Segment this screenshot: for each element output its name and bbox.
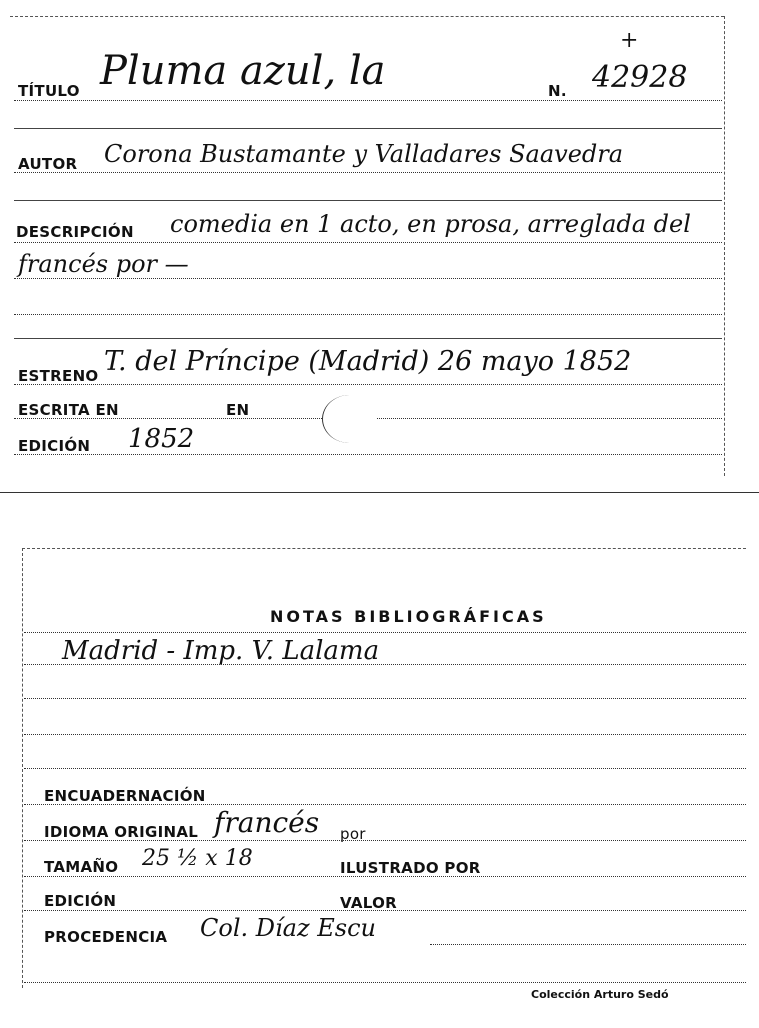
idioma-rule	[24, 840, 746, 841]
estreno-label: ESTRENO	[18, 367, 99, 385]
catalog-card-back	[0, 540, 759, 1028]
procedencia-rule	[430, 944, 746, 945]
back-card-left-edge	[22, 548, 23, 988]
procedencia-value: Col. Díaz Escu	[200, 914, 376, 942]
cross-mark: +	[620, 28, 639, 53]
notas-rule-4	[24, 768, 746, 769]
punch-hole	[322, 395, 377, 443]
escrita-en-label: ESCRITA EN	[18, 401, 119, 419]
titulo-label: TÍTULO	[18, 82, 80, 100]
divider-3	[14, 338, 722, 339]
procedencia-label: PROCEDENCIA	[44, 928, 168, 946]
titulo-rule	[14, 100, 722, 101]
divider-2	[14, 200, 722, 201]
numero-value: 42928	[592, 60, 688, 95]
en-label: EN	[226, 401, 250, 419]
back-card-top-edge	[22, 548, 746, 549]
notas-heading: NOTAS BIBLIOGRÁFICAS	[270, 607, 547, 626]
autor-label: AUTOR	[18, 155, 78, 173]
descripcion-rule-2	[14, 278, 722, 279]
idioma-original-label: IDIOMA ORIGINAL	[44, 823, 199, 841]
idioma-original-value: francés	[214, 806, 320, 839]
notas-rule-3	[24, 734, 746, 735]
autor-value: Corona Bustamante y Valladares Saavedra	[104, 140, 624, 168]
tamano-rule	[24, 876, 746, 877]
por-label: por	[340, 825, 366, 843]
card-right-edge	[724, 16, 725, 476]
descripcion-value-line2: francés por —	[18, 250, 189, 278]
card-separator	[0, 492, 759, 493]
descripcion-value: comedia en 1 acto, en prosa, arreglada del	[170, 210, 691, 238]
divider-1	[14, 128, 722, 129]
back-edicion-label: EDICIÓN	[44, 892, 117, 910]
encuadernacion-rule	[24, 804, 746, 805]
descripcion-rule	[14, 242, 722, 243]
tamano-label: TAMAÑO	[44, 858, 119, 876]
edicion-valor-rule	[24, 910, 746, 911]
titulo-value: Pluma azul, la	[100, 48, 386, 94]
edicion-value: 1852	[128, 424, 195, 454]
edicion-label: EDICIÓN	[18, 437, 91, 455]
estreno-value: T. del Príncipe (Madrid) 26 mayo 1852	[104, 346, 632, 377]
notas-rule-1	[24, 664, 746, 665]
notas-rule-2	[24, 698, 746, 699]
autor-rule	[14, 172, 722, 173]
card-top-edge	[10, 16, 724, 17]
blank-rule	[14, 314, 722, 315]
ilustrado-por-label: ILUSTRADO POR	[340, 859, 481, 877]
estreno-rule	[14, 384, 722, 385]
bottom-rule	[24, 982, 746, 983]
tamano-value: 25 ½ x 18	[142, 846, 253, 871]
numero-label: N.	[548, 82, 567, 100]
descripcion-label: DESCRIPCIÓN	[16, 223, 134, 241]
collection-credit: Colección Arturo Sedó	[531, 988, 669, 1001]
valor-label: VALOR	[340, 894, 398, 912]
edicion-rule	[14, 454, 722, 455]
catalog-card-front	[0, 0, 759, 500]
encuadernacion-label: ENCUADERNACIÓN	[44, 787, 206, 805]
notas-value: Madrid - Imp. V. Lalama	[62, 636, 380, 666]
heading-rule	[24, 632, 746, 633]
